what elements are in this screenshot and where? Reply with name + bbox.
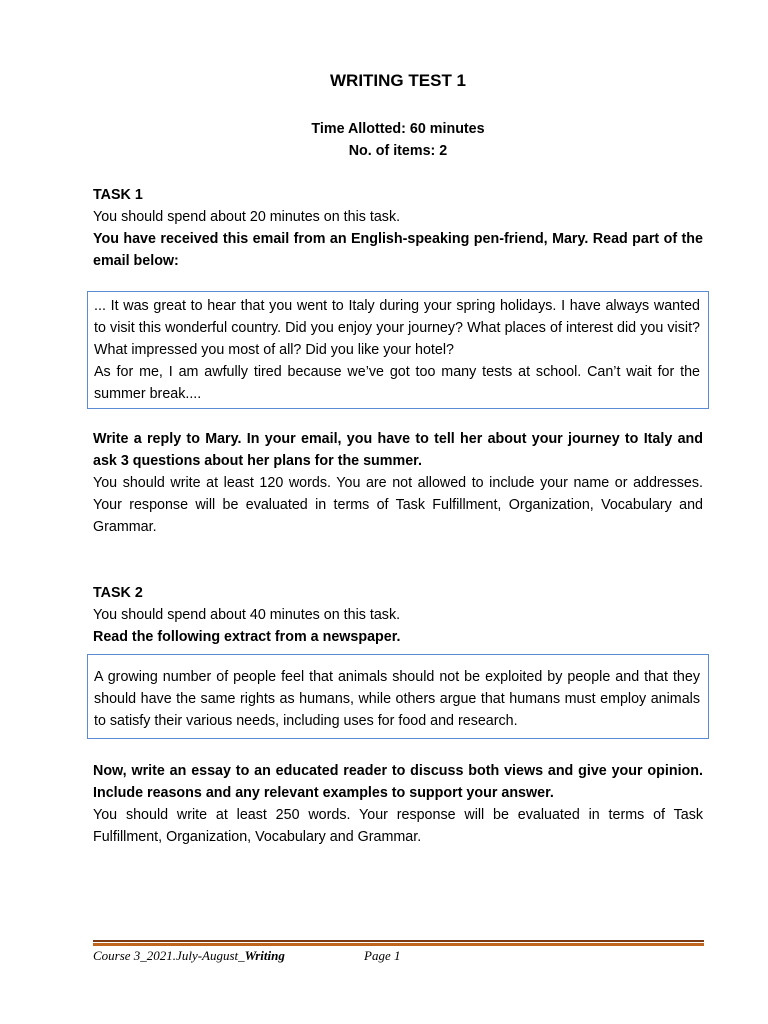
- task2-extract: A growing number of people feel that animals should not be exploited by people and that they should have the same rights as humans, while others argue that humans must employ animals to satisfy their various needs, including uses for food and research.: [94, 669, 700, 729]
- task1-email-paragraph-1: ... It was great to hear that you went to Italy during your spring holidays. I have always wanted to visit this wonderful country. Did you enjoy your journey? What places of interest did you visit? What impressed you most of all? Did you like your hotel?: [94, 298, 700, 358]
- task1-prompt: You have received this email from an English-speaking pen-friend, Mary. Read part of the email below:: [93, 231, 703, 269]
- time-allotted: Time Allotted: 60 minutes: [311, 121, 485, 137]
- task2-time: You should spend about 40 minutes on this task.: [93, 607, 401, 623]
- task1-requirements: You should write at least 120 words. You are not allowed to include your name or addresses. Your response will be evaluated in terms of Task Fulfillment, Organization, Vocabulary and Grammar.: [93, 475, 703, 535]
- number-of-items: No. of items: 2: [348, 143, 448, 159]
- task2-instruction: Now, write an essay to an educated reader to discuss both views and give your opinion. Include reasons and any relevant examples to support your answer.: [93, 763, 703, 801]
- task2-section: [93, 582, 703, 648]
- footer-rule: [93, 940, 704, 946]
- task1-section: [93, 184, 703, 272]
- task2-prompt: Read the following extract from a newspaper.: [93, 629, 401, 645]
- task2-requirements: You should write at least 250 words. Your response will be evaluated in terms of Task Fulfillment, Organization, Vocabulary and Grammar.: [93, 807, 703, 845]
- footer-course: [93, 947, 285, 965]
- task1-instruction: Write a reply to Mary. In your email, you have to tell her about your journey to Italy and ask 3 questions about her plans for the summer.: [93, 431, 703, 469]
- document-title: WRITING TEST 1: [330, 71, 466, 90]
- task2-extract-box: [87, 654, 709, 739]
- task2-instructions: [93, 760, 703, 848]
- footer-course-text: Course 3_2021.July-August_: [93, 948, 245, 963]
- task1-heading: TASK 1: [93, 187, 143, 203]
- test-meta: [93, 118, 703, 162]
- task1-time: You should spend about 20 minutes on this task.: [93, 209, 401, 225]
- footer-page-number: Page 1: [364, 948, 401, 963]
- task1-email-box: [87, 291, 709, 409]
- task1-email-paragraph-2: As for me, I am awfully tired because we’ve got too many tests at school. Can’t wait for the summer break....: [94, 364, 700, 402]
- footer-course-subject: Writing: [244, 948, 285, 963]
- task1-instructions: [93, 428, 703, 538]
- task2-heading: TASK 2: [93, 585, 143, 601]
